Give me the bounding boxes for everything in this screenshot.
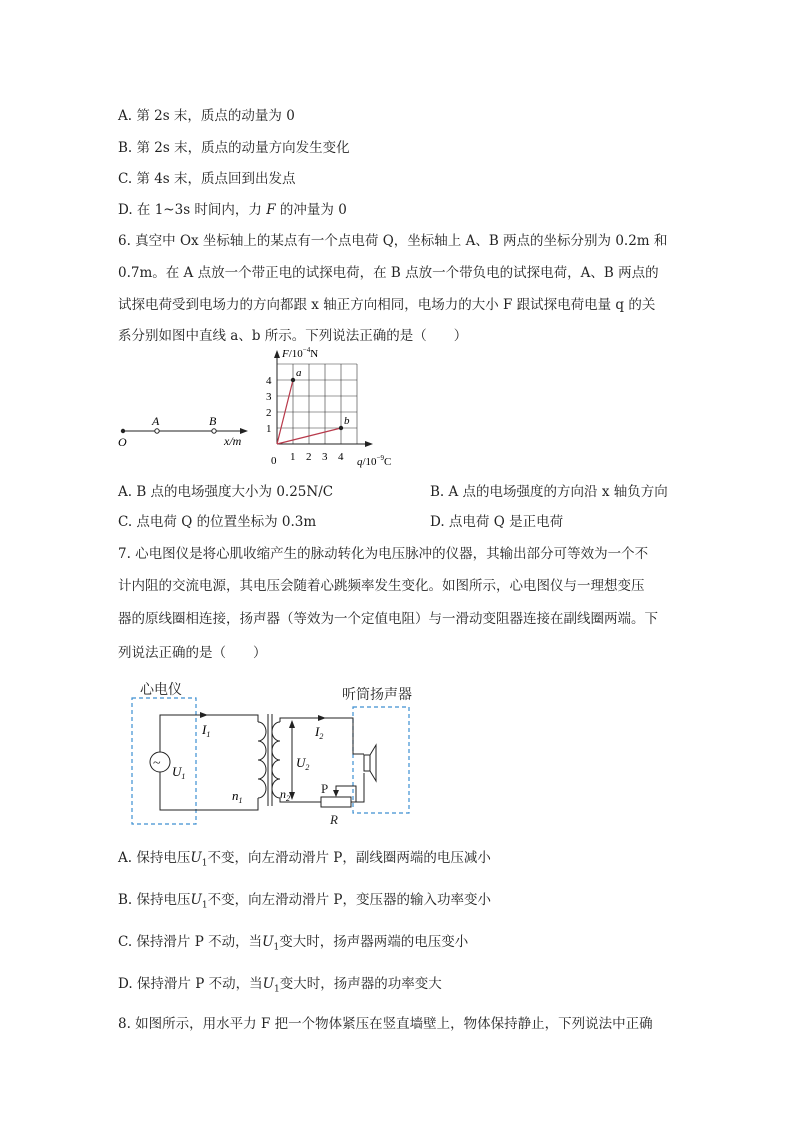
point-a-label: A (152, 414, 160, 428)
q7-option-c-sub: 1 (273, 942, 280, 953)
q7-option-b-pre: B. 保持电压 (118, 892, 191, 908)
q7-option-a-sub: 1 (201, 858, 208, 869)
q7-option-d-sub: 1 (273, 984, 280, 995)
x-tick-label-1: 1 (290, 451, 296, 463)
label-n2: $n_2$ (280, 787, 290, 803)
series-label-a: a (296, 367, 302, 379)
speaker-title: 听筒扬声器 (342, 688, 412, 703)
graph-origin-label: 0 (271, 455, 277, 467)
y-tick-label-1: 1 (266, 423, 272, 435)
q7-stem-line2: 计内阻的交流电源，其电压会随着心跳频率发生变化。如图所示，心电图仪与一理想变压 (118, 578, 645, 594)
rheostat-resistor (321, 797, 351, 807)
origin-label: O (118, 435, 127, 449)
q6-stem-line4: 系分别如图中直线 a、b 所示。下列说法正确的是（ ） (118, 328, 468, 344)
x-axis-label: $q/10^{-9}C$ (357, 454, 392, 468)
label-resistor-r: R (330, 812, 338, 827)
q5-option-d (118, 198, 347, 218)
slider-arrow (333, 790, 339, 797)
speaker-icon (364, 755, 370, 771)
series-label-b: b (344, 415, 350, 427)
series-point-a (291, 378, 295, 382)
q7-option-a-var: U (190, 850, 202, 866)
speaker-dashed-box (353, 707, 409, 813)
q6-option-d: D. 点电荷 Q 是正电荷 (430, 514, 564, 530)
y-tick-label-3: 3 (266, 391, 272, 403)
q7-option-c-post: 变大时，扬声器两端的电压变小 (279, 934, 469, 950)
q7-option-a-pre: A. 保持电压 (118, 850, 191, 866)
x-axis-arrow (365, 441, 373, 447)
q6-stem-line3: 试探电荷受到电场力的方向都跟 x 轴正方向相同，电场力的大小 F 跟试探电荷电量 q 的关 (118, 297, 656, 313)
x-tick-label-2: 2 (306, 451, 312, 463)
label-n1: $n_1$ (232, 788, 243, 805)
label-slider-p: P (321, 781, 329, 796)
y-axis-arrow (274, 350, 280, 358)
y-axis-label: $F/10^{-4}N$ (282, 346, 319, 360)
q6-option-c: C. 点电荷 Q 的位置坐标为 0.3m (118, 514, 317, 530)
label-u2: $U_2$ (296, 755, 310, 772)
q6-option-a: A. B 点的电场强度大小为 0.25N/C (118, 484, 334, 500)
u2-arrow-top (289, 720, 295, 728)
point-b-marker (212, 429, 216, 433)
origin-point (121, 429, 125, 433)
q5-option-d-var: F (266, 202, 276, 218)
q7-option-a-post: 不变，向左滑动滑片 P，副线圈两端的电压减小 (207, 850, 491, 866)
q7-option-b (118, 888, 491, 911)
q7-option-c-pre: C. 保持滑片 P 不动，当 (118, 934, 263, 950)
axis-x-label: x/m (224, 434, 242, 448)
current-i2-arrow (318, 715, 326, 721)
y-tick-label-2: 2 (266, 407, 272, 419)
q6-option-b: B. A 点的电场强度的方向沿 x 轴负方向 (430, 484, 668, 500)
q7-option-b-post: 不变，向左滑动滑片 P，变压器的输入功率变小 (207, 892, 492, 908)
q7-option-d (118, 972, 442, 995)
label-u1: $U_1$ (172, 764, 186, 781)
ac-source-symbol: ~ (153, 756, 161, 771)
q7-option-b-sub: 1 (201, 900, 208, 911)
q6-axis-figure (112, 410, 262, 450)
label-i1: $I_1$ (202, 722, 211, 739)
q5-option-a: A. 第 2s 末，质点的动量为 0 (118, 108, 295, 124)
speaker-cone (370, 745, 376, 781)
q7-circuit-diagram (120, 672, 430, 832)
q7-stem-line3: 器的原线圈相连接，扬声器（等效为一个定值电阻）与一滑动变阻器连接在副线圈两端。下 (118, 611, 658, 627)
q5-option-b: B. 第 2s 末，质点的动量方向发生变化 (118, 140, 350, 156)
point-a-marker (155, 429, 159, 433)
series-point-b (339, 426, 343, 430)
q5-option-c: C. 第 4s 末，质点回到出发点 (118, 171, 296, 187)
ecg-title: 心电仪 (140, 683, 182, 698)
q6-stem-line2: 0.7m。在 A 点放一个带正电的试探电荷，在 B 点放一个带负电的试探电荷，A、B 两点的 (118, 265, 659, 281)
q6-force-charge-graph (262, 344, 412, 470)
q7-option-a (118, 846, 491, 869)
q7-option-d-var: U (262, 976, 274, 992)
q7-option-c-var: U (262, 934, 274, 950)
q7-option-b-var: U (190, 892, 202, 908)
q7-option-d-pre: D. 保持滑片 P 不动，当 (118, 976, 263, 992)
q6-stem-line1: 6. 真空中 Ox 坐标轴上的某点有一个点电荷 Q，坐标轴上 A、B 两点的坐标分别为 0.2m 和 (118, 233, 668, 249)
current-i1-arrow (200, 712, 208, 718)
q5-option-d-pre: D. 在 1~3s 时间内，力 (118, 202, 262, 218)
x-tick-label-4: 4 (338, 451, 344, 463)
q7-option-c (118, 930, 468, 953)
y-tick-label-4: 4 (266, 375, 272, 387)
primary-coil (258, 722, 266, 798)
q7-stem-line1: 7. 心电图仪是将心肌收缩产生的脉动转化为电压脉冲的仪器，其输出部分可等效为一个不 (118, 546, 649, 562)
x-tick-label-3: 3 (322, 451, 328, 463)
secondary-coil (272, 722, 280, 798)
q7-option-d-post: 变大时，扬声器的功率变大 (279, 976, 442, 992)
point-b-label: B (209, 414, 217, 428)
q5-option-d-post: 的冲量为 0 (279, 202, 347, 218)
q8-stem-line1: 8. 如图所示，用水平力 F 把一个物体紧压在竖直墙壁上，物体保持静止，下列说法中正确 (118, 1016, 653, 1032)
q7-stem-line4: 列说法正确的是（ ） (118, 645, 267, 661)
label-i2: $I_2$ (315, 724, 324, 741)
